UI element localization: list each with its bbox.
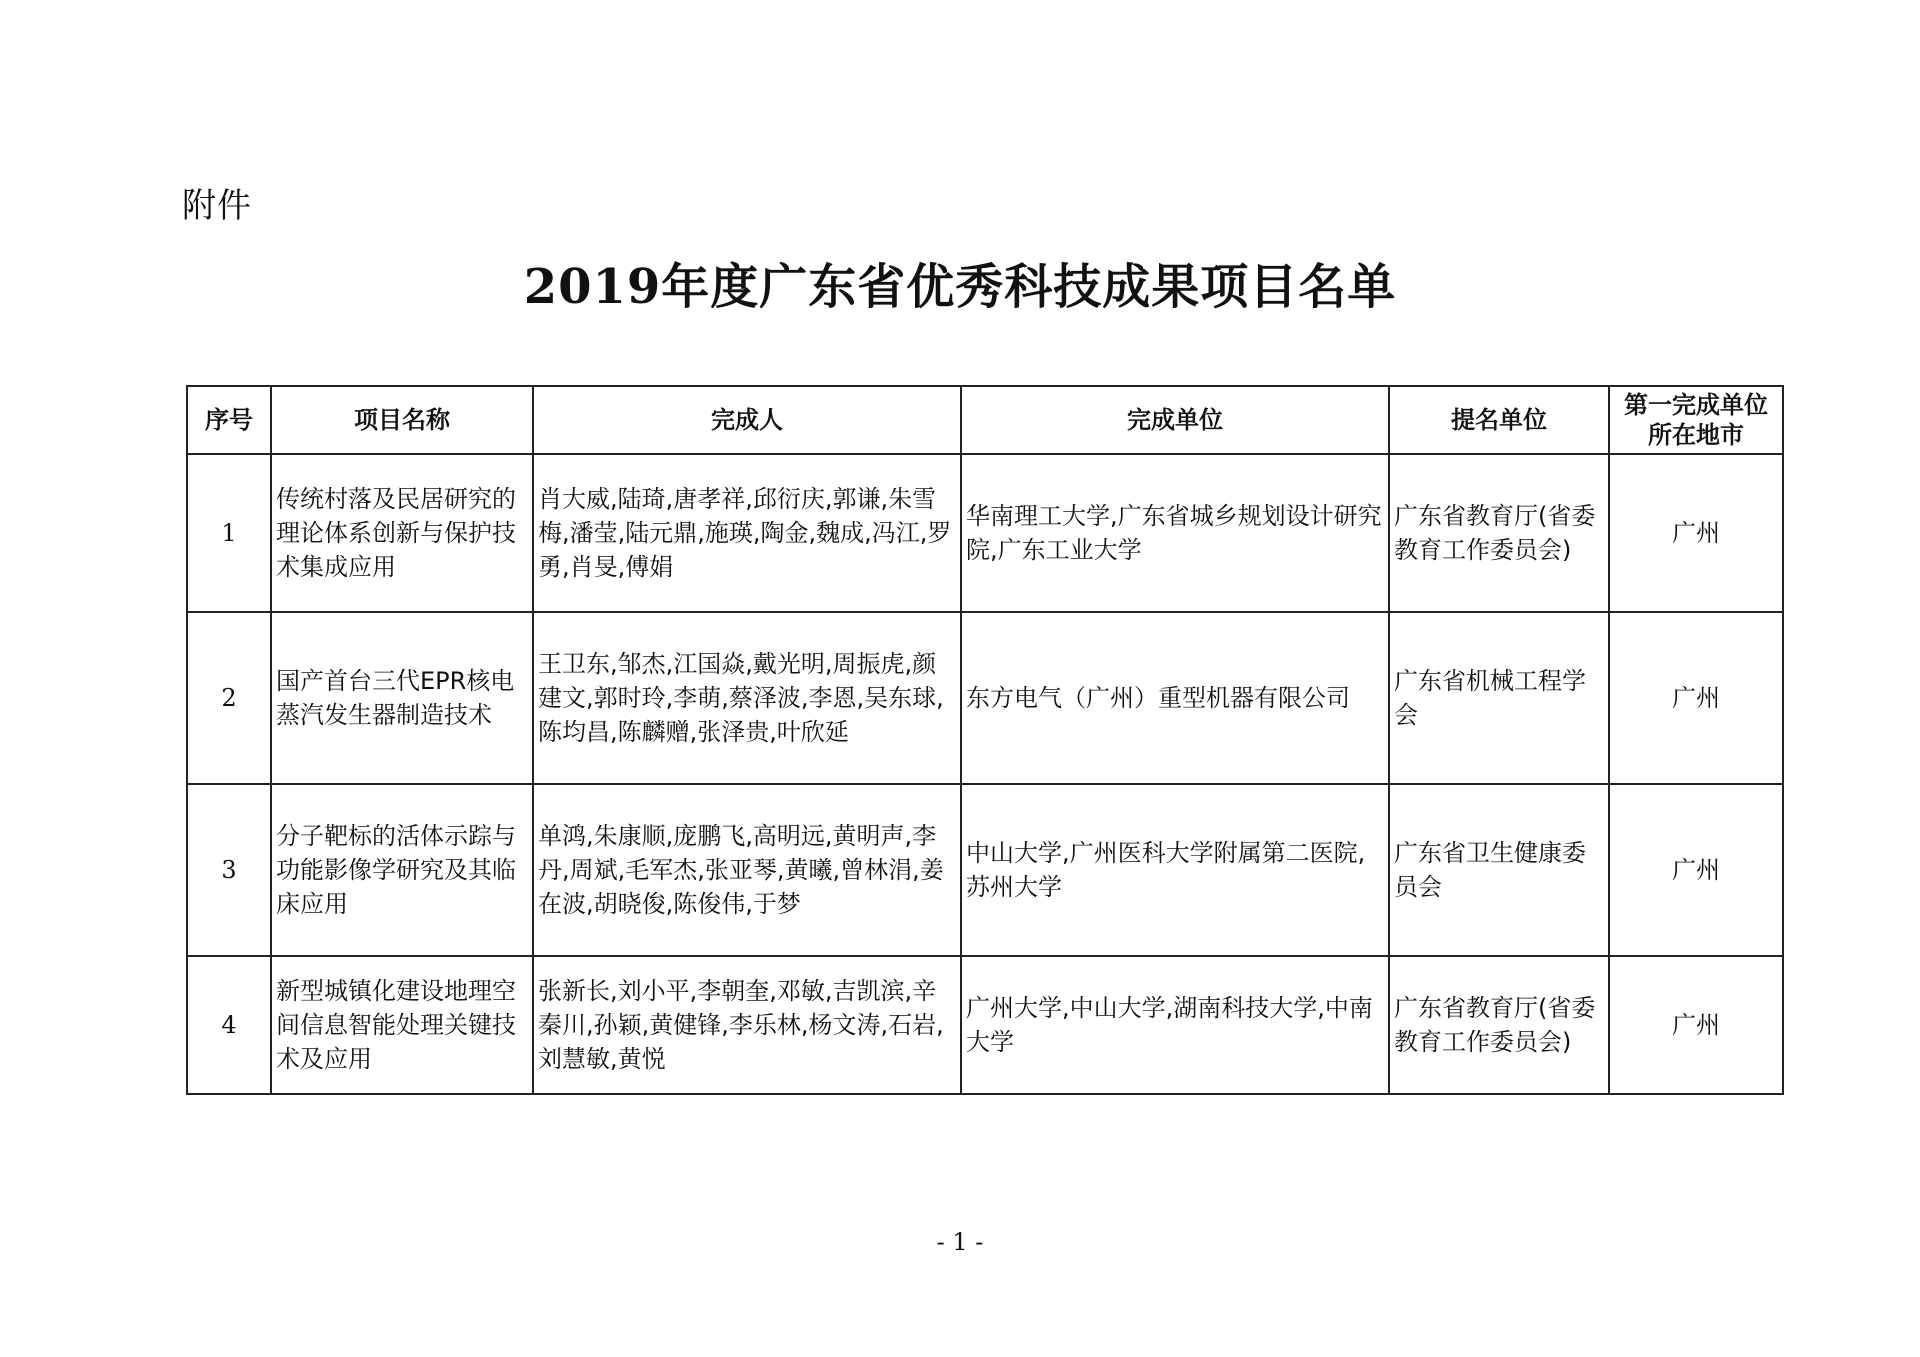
table-row [187,956,1783,1094]
page-number: - 1 - [936,1228,984,1256]
cell-contributors: 张新长,刘小平,李朝奎,邓敏,吉凯滨,辛秦川,孙颖,黄健锋,李乐林,杨文涛,石岩,刘慧敏,黄悦 [533,956,961,1094]
header-seq: 序号 [187,386,271,454]
cell-project-name: 新型城镇化建设地理空间信息智能处理关键技术及应用 [271,956,533,1094]
results-table [186,385,1784,1095]
table-row [187,454,1783,612]
cell-nominator: 广东省教育厅(省委教育工作委员会) [1389,454,1609,612]
cell-contributors: 王卫东,邹杰,江国焱,戴光明,周振虎,颜建文,郭时玲,李萌,蔡泽波,李恩,吴东球,陈均昌,陈麟赠,张泽贵,叶欣延 [533,612,961,784]
cell-project-name: 分子靶标的活体示踪与功能影像学研究及其临床应用 [271,784,533,956]
header-city-line2: 所在地市 [1648,421,1744,449]
cell-seq: 3 [187,784,271,956]
header-project-name: 项目名称 [271,386,533,454]
table-row [187,784,1783,956]
cell-city: 广州 [1609,956,1783,1094]
cell-contributors: 单鸿,朱康顺,庞鹏飞,高明远,黄明声,李丹,周斌,毛军杰,张亚琴,黄曦,曾林涓,姜在波,胡晓俊,陈俊伟,于梦 [533,784,961,956]
header-city [1609,386,1783,454]
header-units: 完成单位 [961,386,1389,454]
cell-units: 华南理工大学,广东省城乡规划设计研究院,广东工业大学 [961,454,1389,612]
cell-nominator: 广东省卫生健康委员会 [1389,784,1609,956]
cell-project-name: 传统村落及民居研究的理论体系创新与保护技术集成应用 [271,454,533,612]
header-city-line1: 第一完成单位 [1624,391,1768,419]
cell-city: 广州 [1609,454,1783,612]
cell-city: 广州 [1609,612,1783,784]
cell-seq: 2 [187,612,271,784]
cell-city: 广州 [1609,784,1783,956]
header-nominator: 提名单位 [1389,386,1609,454]
table-row [187,612,1783,784]
cell-nominator: 广东省教育厅(省委教育工作委员会) [1389,956,1609,1094]
attachment-label: 附件 [182,186,252,226]
cell-units: 东方电气（广州）重型机器有限公司 [961,612,1389,784]
document-title: 2019年度广东省优秀科技成果项目名单 [523,259,1397,315]
header-contributors: 完成人 [533,386,961,454]
cell-seq: 4 [187,956,271,1094]
cell-units: 中山大学,广州医科大学附属第二医院,苏州大学 [961,784,1389,956]
cell-project-name: 国产首台三代EPR核电蒸汽发生器制造技术 [271,612,533,784]
cell-units: 广州大学,中山大学,湖南科技大学,中南大学 [961,956,1389,1094]
cell-nominator: 广东省机械工程学会 [1389,612,1609,784]
cell-contributors: 肖大威,陆琦,唐孝祥,邱衍庆,郭谦,朱雪梅,潘莹,陆元鼎,施瑛,陶金,魏成,冯江,罗勇,肖旻,傅娟 [533,454,961,612]
table-header-row [187,386,1783,454]
cell-seq: 1 [187,454,271,612]
